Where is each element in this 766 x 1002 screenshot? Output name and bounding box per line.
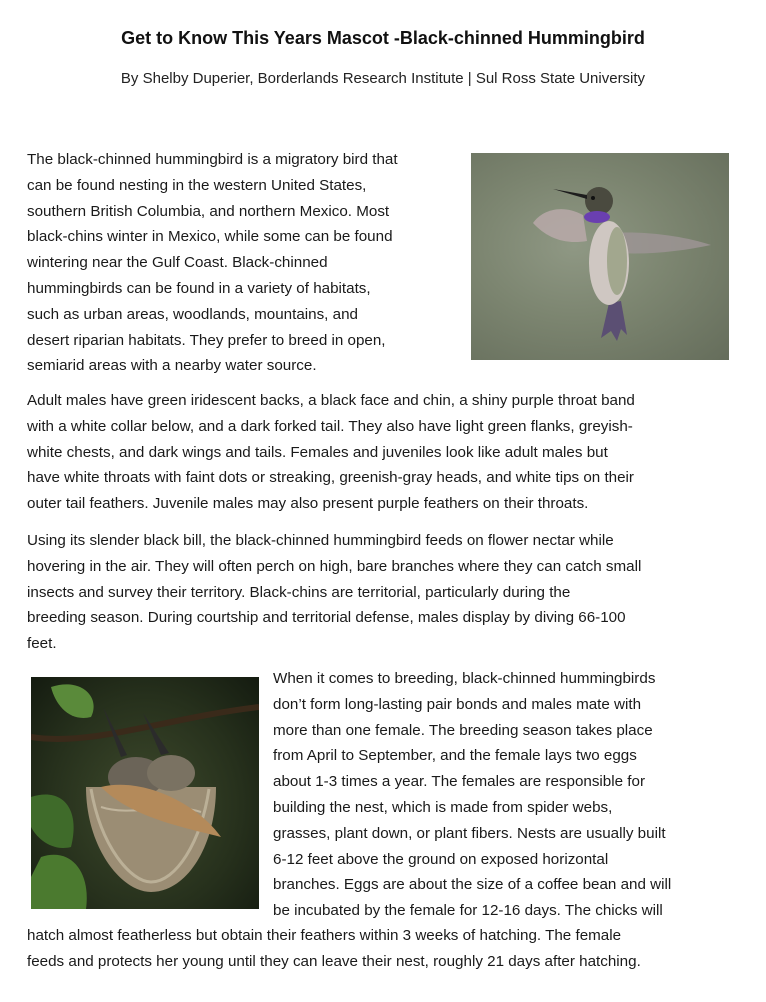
text-line: feeds and protects her young until they can leave their nest, roughly 21 days after hatching. (27, 952, 641, 970)
text-line: from April to September, and the female lays two eggs (273, 747, 637, 765)
paragraph-breeding-continued (27, 923, 742, 975)
hummingbird-photo (471, 153, 729, 360)
text-line: When it comes to breeding, black-chinned hummingbirds (273, 670, 656, 687)
text-line: semiarid areas with a nearby water source. (27, 357, 317, 375)
hummingbird-illustration (471, 153, 729, 360)
text-line: about 1-3 times a year. The females are responsible for (273, 773, 646, 791)
text-line: branches. Eggs are about the size of a coffee bean and will (273, 876, 672, 894)
text-line: building the nest, which is made from spider webs, (273, 798, 613, 816)
text-line: Using its slender black bill, the black-chinned hummingbird feeds on flower nectar while (27, 532, 614, 549)
article-title: Get to Know This Years Mascot -Black-chinned Hummingbird (121, 28, 645, 48)
text-line: feet. (27, 635, 57, 653)
paragraph-appearance (27, 388, 742, 517)
text-line: more than one female. The breeding season takes place (273, 721, 653, 739)
text-line: southern British Columbia, and northern Mexico. Most (27, 202, 390, 220)
nest-photo (31, 677, 259, 909)
nest-illustration (31, 677, 259, 909)
text-line: black-chins winter in Mexico, while some can be found (27, 228, 393, 246)
text-line: breeding season. During courtship and territorial defense, males display by diving 66-100 (27, 609, 626, 627)
text-line: insects and survey their territory. Black-chins are territorial, particularly during the (27, 583, 571, 601)
text-line: don’t form long-lasting pair bonds and males mate with (273, 695, 642, 713)
text-line: Adult males have green iridescent backs, a black face and chin, a shiny purple throat band (27, 392, 635, 409)
paragraph-feeding (27, 528, 742, 657)
text-line: 6-12 feet above the ground on exposed horizontal (273, 850, 609, 868)
paragraph-breeding (273, 666, 743, 924)
text-line: grasses, plant down, or plant fibers. Nests are usually built (273, 824, 666, 842)
text-line: desert riparian habitats. They prefer to breed in open, (27, 331, 386, 349)
text-line: outer tail feathers. Juvenile males may also present purple feathers on their throats. (27, 495, 589, 513)
text-line: wintering near the Gulf Coast. Black-chinned (27, 254, 328, 272)
article-byline: By Shelby Duperier, Borderlands Research Institute | Sul Ross State University (120, 70, 646, 87)
text-line: be incubated by the female for 12-16 days. The chicks will (273, 902, 663, 920)
paragraph-range (27, 147, 457, 379)
text-line: with a white collar below, and a dark forked tail. They also have light green flanks, greyish- (27, 417, 633, 435)
text-line: have white throats with faint dots or streaking, greenish-gray heads, and white tips on their (27, 469, 634, 487)
text-line: can be found nesting in the western United States, (27, 176, 367, 194)
text-line: hummingbirds can be found in a variety of habitats, (27, 279, 371, 297)
text-line: white chests, and dark wings and tails. Females and juveniles look like adult males but (27, 443, 608, 461)
text-line: hatch almost featherless but obtain their feathers within 3 weeks of hatching. The female (27, 927, 622, 944)
text-line: hovering in the air. They will often perch on high, bare branches where they can catch small (27, 557, 642, 575)
text-line: such as urban areas, woodlands, mountains, and (27, 305, 358, 323)
text-line: The black-chinned hummingbird is a migratory bird that (27, 151, 398, 168)
